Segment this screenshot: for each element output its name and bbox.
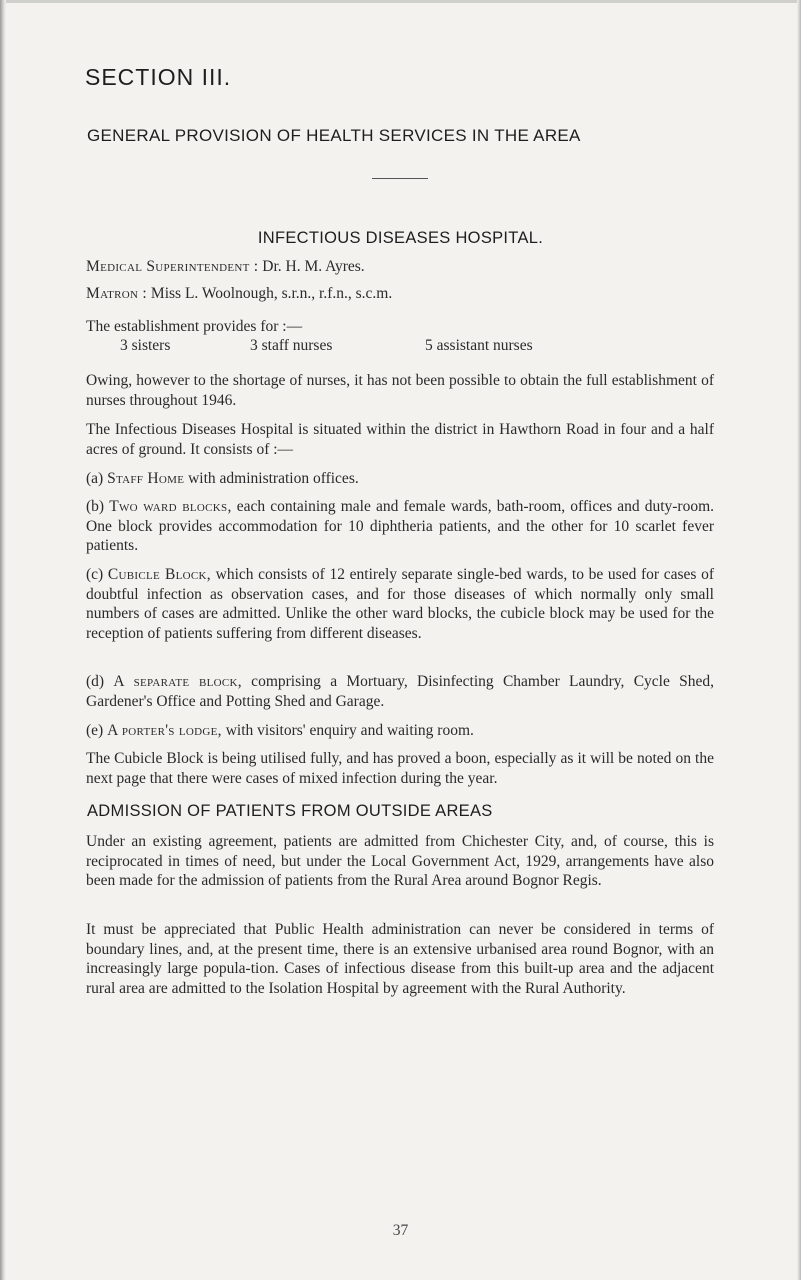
list-item-b	[86, 497, 714, 556]
list-item-c	[86, 565, 714, 643]
admission-paragraph-2: It must be appreciated that Public Health administration can never be considered in terms of boundary lines, and, at the present time, there is an extensive urbanised area round Bognor, with an increasingly large popula-tion. Cases of infectious disease from this built-up area and the adjacent rural area are admitted to the Isolation Hospital by agreement with the Rural Authority.	[86, 921, 714, 997]
superintendent-role: Medical Superintendent :	[86, 258, 259, 275]
list-item-a	[86, 469, 714, 489]
shortage-paragraph: Owing, however to the shortage of nurses, it has not been possible to obtain the full establishment of nurses throughout 1946.	[86, 372, 714, 409]
item-text: each containing male and female wards, bath-room, offices and duty-room. One block provides accommodation for 10 diphtheria patients, and the other for 10 scarlet fever patients.	[86, 498, 714, 554]
page-right-edge	[797, 0, 801, 1280]
title-divider	[372, 178, 428, 179]
item-marker: (b)	[86, 498, 105, 515]
cubicle-note: The Cubicle Block is being utilised fully, and has proved a boon, especially as it will be noted on the next page that there were cases of mixed infection during the year.	[86, 750, 714, 787]
item-heading: Cubicle Block,	[107, 566, 211, 583]
item-text: comprising a Mortuary, Disinfecting Chamber Laundry, Cycle Shed, Gardener's Office and Potting Shed and Garage.	[86, 673, 714, 710]
item-marker: (a)	[86, 470, 104, 487]
item-heading: Two ward blocks,	[109, 498, 232, 515]
item-text: with visitors' enquiry and waiting room.	[221, 722, 474, 739]
situation-paragraph: The Infectious Diseases Hospital is situated within the district in Hawthorn Road in four and a half acres of ground. It consists of :—	[86, 421, 714, 458]
page-number: 37	[392, 1222, 409, 1239]
hospital-title: INFECTIOUS DISEASES HOSPITAL.	[257, 229, 544, 247]
establishment-intro: The establishment provides for :—	[86, 318, 303, 335]
staff-nurses-count: 3 staff nurses	[250, 337, 333, 354]
item-marker: (d)	[86, 673, 105, 690]
list-item-e	[86, 721, 714, 741]
sisters-count: 3 sisters	[120, 337, 171, 354]
item-heading: A separate block,	[113, 673, 242, 690]
matron-name: Miss L. Woolnough, s.r.n., r.f.n., s.c.m.	[150, 285, 393, 302]
item-heading: Staff Home	[107, 470, 185, 487]
list-item-d	[86, 672, 714, 711]
assistant-nurses-count: 5 assistant nurses	[425, 337, 533, 354]
page-top-edge	[0, 0, 801, 3]
page-left-edge	[0, 0, 6, 1280]
matron-role: Matron :	[86, 285, 148, 302]
item-marker: (c)	[86, 566, 104, 583]
admission-paragraph-1: Under an existing agreement, patients are admitted from Chichester City, and, of course, this is reciprocated in times of need, but under the Local Government Act, 1929, arrangements have also been made for the admission of patients from the Rural Area around Bognor Regis.	[86, 833, 714, 889]
matron-line	[86, 285, 392, 303]
section-label: SECTION III.	[85, 64, 232, 90]
superintendent-name: Dr. H. M. Ayres.	[262, 258, 365, 275]
main-title: GENERAL PROVISION OF HEALTH SERVICES IN THE AREA	[87, 126, 581, 145]
item-marker: (e)	[86, 722, 104, 739]
admission-title: ADMISSION OF PATIENTS FROM OUTSIDE AREAS	[87, 802, 493, 820]
item-text: with administration offices.	[184, 470, 359, 487]
item-heading: A porter's lodge,	[107, 722, 222, 739]
superintendent-line	[86, 258, 365, 276]
item-text: which consists of 12 entirely separate single-bed wards, to be used for cases of doubtful infection as observation cases, and for those diseases of which normally only small numbers of cases are admitted. Unlike the other ward blocks, the cubicle block may be used for the reception of patients suffering from different diseases.	[86, 566, 715, 642]
establishment-row	[120, 337, 640, 357]
